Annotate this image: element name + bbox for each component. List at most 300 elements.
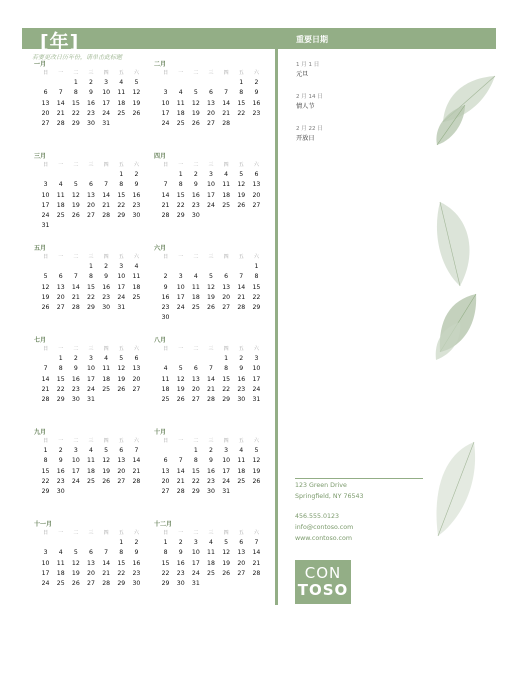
day-cell: [158, 262, 173, 272]
day-cell: 21: [176, 477, 185, 485]
week-row: [158, 538, 264, 548]
day-cell: 12: [222, 549, 231, 557]
day-cell: 22: [252, 293, 261, 301]
day-cell: [53, 221, 68, 231]
day-cell: 31: [191, 580, 200, 588]
day-cell: [203, 211, 218, 221]
day-cell: 11: [176, 99, 185, 107]
weekday-label: 四: [223, 162, 229, 168]
day-cell: [53, 538, 68, 548]
day-cell: 3: [193, 539, 198, 546]
day-cell: 30: [176, 580, 185, 588]
weekday-label: 六: [133, 70, 139, 76]
day-cell: 7: [163, 181, 168, 189]
day-cell: 16: [237, 375, 246, 383]
day-cell: 4: [134, 263, 139, 270]
day-cell: 20: [117, 467, 126, 475]
day-cell: [38, 538, 53, 548]
day-cell: 22: [87, 293, 95, 301]
year-title[interactable]: [年]: [40, 31, 80, 53]
day-cell: [188, 313, 203, 323]
day-cell: 28: [222, 120, 231, 128]
day-cell: 2: [89, 79, 93, 86]
day-cell: [53, 170, 68, 180]
day-cell: 3: [224, 447, 229, 454]
day-cell: 9: [239, 365, 244, 373]
week-row: [38, 579, 144, 589]
weekday-label: 二: [193, 438, 199, 444]
day-cell: 13: [56, 283, 65, 291]
weekday-label: 四: [103, 346, 109, 352]
day-cell: 28: [176, 488, 185, 496]
weekday-label: 日: [43, 346, 49, 352]
week-row: [38, 119, 144, 129]
day-cell: 16: [176, 559, 185, 567]
day-cell: 8: [178, 181, 183, 189]
day-cell: 7: [239, 273, 244, 281]
weekday-label: 五: [238, 70, 244, 76]
day-cell: 24: [191, 569, 200, 577]
week-row: [158, 211, 264, 221]
weekday-label: 三: [208, 438, 214, 444]
day-cell: [99, 170, 114, 180]
week-row: [158, 487, 264, 497]
weekday-header: [38, 161, 144, 170]
day-cell: 17: [102, 99, 111, 107]
day-cell: 2: [163, 273, 168, 281]
day-cell: 11: [132, 273, 141, 281]
day-cell: 28: [161, 212, 170, 220]
day-cell: 7: [178, 457, 183, 465]
day-cell: 24: [117, 293, 126, 301]
day-cell: 16: [56, 467, 65, 475]
day-cell: [38, 78, 53, 88]
day-cell: 9: [178, 549, 183, 557]
day-cell: 8: [163, 549, 168, 557]
day-cell: 16: [207, 467, 215, 475]
day-cell: 4: [209, 539, 213, 546]
day-cell: 2: [134, 539, 139, 546]
day-cell: 19: [132, 99, 141, 107]
week-row: [158, 99, 264, 109]
weekday-label: 一: [178, 346, 184, 352]
day-cell: 31: [87, 396, 95, 404]
day-cell: 10: [87, 365, 95, 373]
weekday-label: 一: [58, 70, 64, 76]
week-row: [38, 211, 144, 221]
weekday-label: 六: [133, 438, 139, 444]
day-cell: 10: [191, 549, 200, 557]
day-cell: 8: [254, 273, 259, 281]
day-cell: [249, 313, 264, 323]
day-cell: 27: [117, 477, 126, 485]
month-name: 十一月: [34, 521, 53, 528]
day-cell: 4: [224, 171, 229, 178]
day-cell: 17: [87, 375, 95, 383]
weekday-header: [38, 437, 144, 446]
day-cell: 16: [132, 191, 141, 199]
day-cell: [99, 487, 114, 497]
day-cell: 22: [237, 109, 246, 117]
weekday-label: 五: [118, 254, 124, 260]
weekday-label: 六: [133, 162, 139, 168]
day-cell: 9: [134, 181, 139, 189]
day-cell: 25: [191, 304, 200, 312]
day-cell: 24: [207, 201, 215, 209]
day-cell: 22: [222, 385, 231, 393]
weekday-label: 三: [88, 254, 94, 260]
day-cell: 25: [222, 201, 231, 209]
day-cell: 9: [163, 283, 168, 291]
event-item: [296, 60, 426, 80]
weekday-label: 六: [253, 70, 259, 76]
day-cell: 28: [132, 477, 141, 485]
week-row: [158, 283, 264, 293]
day-cell: 2: [58, 447, 63, 454]
weekday-label: 六: [133, 530, 139, 536]
day-cell: 3: [89, 355, 93, 362]
day-cell: [99, 538, 114, 548]
day-cell: 7: [104, 181, 109, 189]
day-cell: [203, 262, 218, 272]
day-cell: 7: [209, 365, 213, 373]
day-cell: 26: [117, 385, 126, 393]
day-cell: 4: [119, 79, 124, 86]
day-cell: 5: [119, 355, 124, 362]
day-cell: 29: [176, 212, 185, 220]
day-cell: [83, 221, 98, 231]
day-cell: 31: [41, 222, 50, 230]
day-cell: 21: [207, 385, 215, 393]
month-name: 一月: [34, 61, 47, 68]
week-row: [158, 191, 264, 201]
day-cell: 16: [161, 293, 170, 301]
day-cell: 3: [254, 355, 259, 362]
important-dates-list: [296, 60, 426, 156]
day-cell: 18: [117, 99, 126, 107]
day-cell: 19: [191, 109, 200, 117]
weekday-label: 二: [193, 346, 199, 352]
day-cell: 28: [207, 396, 215, 404]
day-cell: 9: [89, 89, 93, 97]
day-cell: 20: [207, 109, 215, 117]
day-cell: 13: [222, 283, 231, 291]
day-cell: 8: [43, 457, 48, 465]
logo-line-1: CON: [304, 564, 342, 582]
day-cell: 28: [102, 212, 111, 220]
week-row: [38, 395, 144, 405]
day-cell: [38, 354, 53, 364]
day-cell: 24: [102, 109, 111, 117]
day-cell: 8: [119, 181, 124, 189]
weekday-label: 三: [88, 162, 94, 168]
weekday-label: 日: [163, 438, 169, 444]
day-cell: 1: [119, 539, 124, 546]
day-cell: 13: [207, 99, 215, 107]
day-cell: 15: [117, 559, 126, 567]
day-cell: [129, 303, 144, 313]
day-cell: [129, 221, 144, 231]
day-cell: 13: [87, 559, 95, 567]
logo-line-2: TOSO: [297, 581, 349, 599]
day-cell: 16: [87, 99, 95, 107]
day-cell: 16: [191, 191, 200, 199]
day-cell: 11: [56, 191, 65, 199]
day-cell: 28: [71, 304, 80, 312]
week-row: [158, 313, 264, 323]
day-cell: 3: [43, 181, 48, 189]
day-cell: 20: [56, 293, 65, 301]
day-cell: 15: [87, 283, 95, 291]
day-cell: 21: [222, 109, 231, 117]
day-cell: 27: [252, 201, 261, 209]
day-cell: 23: [207, 477, 215, 485]
event-name: 开放日: [296, 135, 315, 142]
week-row: [38, 170, 144, 180]
day-cell: 16: [102, 283, 111, 291]
day-cell: 31: [222, 488, 231, 496]
day-cell: 29: [117, 580, 126, 588]
day-cell: 28: [41, 396, 50, 404]
day-cell: 3: [178, 273, 183, 281]
week-row: [38, 375, 144, 385]
weekday-header: [38, 345, 144, 354]
day-cell: 17: [161, 109, 170, 117]
week-row: [158, 201, 264, 211]
day-cell: 17: [252, 375, 261, 383]
weekday-header: [158, 437, 264, 446]
day-cell: 18: [237, 467, 246, 475]
weekday-label: 四: [103, 438, 109, 444]
weekday-label: 二: [73, 438, 79, 444]
day-cell: 8: [73, 89, 78, 97]
day-cell: 31: [102, 120, 111, 128]
website[interactable]: www.contoso.com: [295, 535, 352, 542]
month-block: [154, 152, 264, 221]
day-cell: 21: [161, 201, 170, 209]
day-cell: 14: [102, 191, 111, 199]
day-cell: 20: [41, 109, 50, 117]
day-cell: 18: [56, 569, 65, 577]
day-cell: 10: [161, 99, 170, 107]
weekday-label: 六: [253, 346, 259, 352]
day-cell: 22: [117, 201, 126, 209]
day-cell: 12: [41, 283, 50, 291]
address-line-1: 123 Green Drive: [295, 482, 347, 489]
day-cell: 10: [207, 181, 215, 189]
day-cell: 21: [132, 467, 141, 475]
day-cell: 27: [41, 120, 50, 128]
day-cell: 5: [254, 447, 259, 454]
day-cell: 15: [176, 191, 185, 199]
month-name: 三月: [34, 153, 47, 160]
day-cell: 10: [41, 559, 50, 567]
day-cell: 23: [87, 109, 95, 117]
weekday-label: 二: [73, 530, 79, 536]
weekday-label: 四: [223, 70, 229, 76]
week-row: [38, 272, 144, 282]
day-cell: 8: [224, 365, 229, 373]
weekday-label: 一: [58, 254, 64, 260]
day-cell: 3: [104, 79, 109, 86]
leaf-decoration-icon: [432, 198, 482, 290]
day-cell: 17: [222, 467, 231, 475]
day-cell: 21: [56, 109, 65, 117]
day-cell: 6: [134, 355, 139, 362]
weekday-label: 二: [73, 254, 79, 260]
day-cell: [53, 262, 68, 272]
day-cell: 26: [252, 477, 261, 485]
day-cell: 16: [71, 375, 80, 383]
day-cell: [219, 313, 234, 323]
weekday-label: 日: [163, 346, 169, 352]
day-cell: 23: [132, 569, 141, 577]
month-name: 五月: [34, 245, 47, 252]
day-cell: 7: [104, 549, 109, 557]
week-row: [158, 364, 264, 374]
day-cell: 17: [191, 559, 200, 567]
day-cell: 11: [117, 89, 126, 97]
weekday-header: [38, 529, 144, 538]
weekday-label: 日: [163, 530, 169, 536]
day-cell: 9: [193, 181, 198, 189]
day-cell: 26: [191, 120, 200, 128]
week-row: [158, 293, 264, 303]
day-cell: 10: [222, 457, 231, 465]
day-cell: [114, 395, 129, 405]
day-cell: [219, 262, 234, 272]
day-cell: 17: [41, 201, 50, 209]
day-cell: 5: [134, 79, 139, 86]
day-cell: 22: [56, 385, 65, 393]
day-cell: 6: [163, 457, 168, 465]
day-cell: [158, 446, 173, 456]
day-cell: 14: [176, 467, 185, 475]
day-cell: 19: [222, 559, 231, 567]
day-cell: 14: [132, 457, 141, 465]
day-cell: 13: [161, 467, 170, 475]
day-cell: 2: [104, 263, 109, 270]
weekday-label: 二: [193, 70, 199, 76]
day-cell: 4: [178, 89, 183, 97]
day-cell: 6: [224, 273, 229, 281]
day-cell: 9: [58, 457, 63, 465]
email-address[interactable]: info@contoso.com: [295, 524, 354, 531]
day-cell: 26: [71, 212, 80, 220]
weekday-label: 六: [133, 254, 139, 260]
day-cell: 27: [237, 569, 246, 577]
weekday-label: 二: [73, 346, 79, 352]
weekday-label: 四: [223, 438, 229, 444]
day-cell: 10: [102, 89, 111, 97]
month-block: [154, 520, 264, 589]
day-cell: 26: [237, 201, 246, 209]
day-cell: 12: [252, 457, 261, 465]
day-cell: 3: [209, 171, 213, 178]
address-line-2: Springfield, NY 76543: [295, 493, 364, 500]
weekday-label: 日: [163, 162, 169, 168]
week-row: [38, 78, 144, 88]
day-cell: 15: [191, 467, 200, 475]
day-cell: 26: [222, 569, 231, 577]
day-cell: 15: [56, 375, 65, 383]
day-cell: 28: [102, 580, 111, 588]
day-cell: 19: [237, 191, 246, 199]
day-cell: 20: [222, 293, 231, 301]
day-cell: [234, 211, 249, 221]
day-cell: 26: [176, 396, 185, 404]
event-date: 2 月 14 日: [296, 94, 323, 100]
day-cell: [234, 487, 249, 497]
day-cell: 24: [71, 477, 80, 485]
day-cell: 23: [191, 201, 200, 209]
weekday-label: 三: [208, 70, 214, 76]
day-cell: 1: [163, 539, 168, 546]
day-cell: [114, 119, 129, 129]
day-cell: 1: [58, 355, 63, 362]
day-cell: [83, 487, 98, 497]
week-row: [38, 293, 144, 303]
weekday-header: [158, 529, 264, 538]
day-cell: 30: [132, 580, 141, 588]
day-cell: 20: [252, 191, 261, 199]
day-cell: 22: [41, 477, 50, 485]
day-cell: 5: [73, 181, 78, 189]
week-row: [38, 538, 144, 548]
weekday-label: 三: [88, 530, 94, 536]
day-cell: 11: [56, 559, 65, 567]
week-row: [38, 88, 144, 98]
month-block: [154, 244, 264, 324]
day-cell: [188, 78, 203, 88]
day-cell: 9: [254, 89, 259, 97]
day-cell: 23: [252, 109, 261, 117]
day-cell: [219, 78, 234, 88]
day-cell: 25: [87, 477, 95, 485]
day-cell: 25: [102, 385, 111, 393]
weekday-label: 一: [178, 254, 184, 260]
leaf-decoration-icon: [430, 440, 482, 540]
day-cell: 26: [102, 477, 111, 485]
weekday-label: 五: [118, 346, 124, 352]
day-cell: 6: [43, 89, 48, 97]
day-cell: 2: [209, 447, 213, 454]
week-row: [38, 354, 144, 364]
week-row: [158, 78, 264, 88]
day-cell: 7: [254, 539, 259, 546]
day-cell: 15: [117, 191, 126, 199]
day-cell: 25: [132, 293, 141, 301]
day-cell: 2: [239, 355, 244, 362]
weekday-label: 四: [223, 346, 229, 352]
day-cell: 10: [117, 273, 126, 281]
day-cell: 24: [176, 304, 185, 312]
weekday-label: 六: [133, 346, 139, 352]
day-cell: 14: [207, 375, 215, 383]
phone-number: 456.555.0123: [295, 513, 340, 520]
day-cell: 14: [237, 283, 246, 291]
week-row: [158, 548, 264, 558]
day-cell: 14: [161, 191, 170, 199]
day-cell: 29: [56, 396, 65, 404]
week-row: [158, 446, 264, 456]
day-cell: 17: [117, 283, 126, 291]
day-cell: 23: [56, 477, 65, 485]
leaf-decoration-icon: [430, 292, 482, 362]
weekday-label: 日: [43, 70, 49, 76]
day-cell: 12: [71, 559, 80, 567]
week-row: [158, 109, 264, 119]
